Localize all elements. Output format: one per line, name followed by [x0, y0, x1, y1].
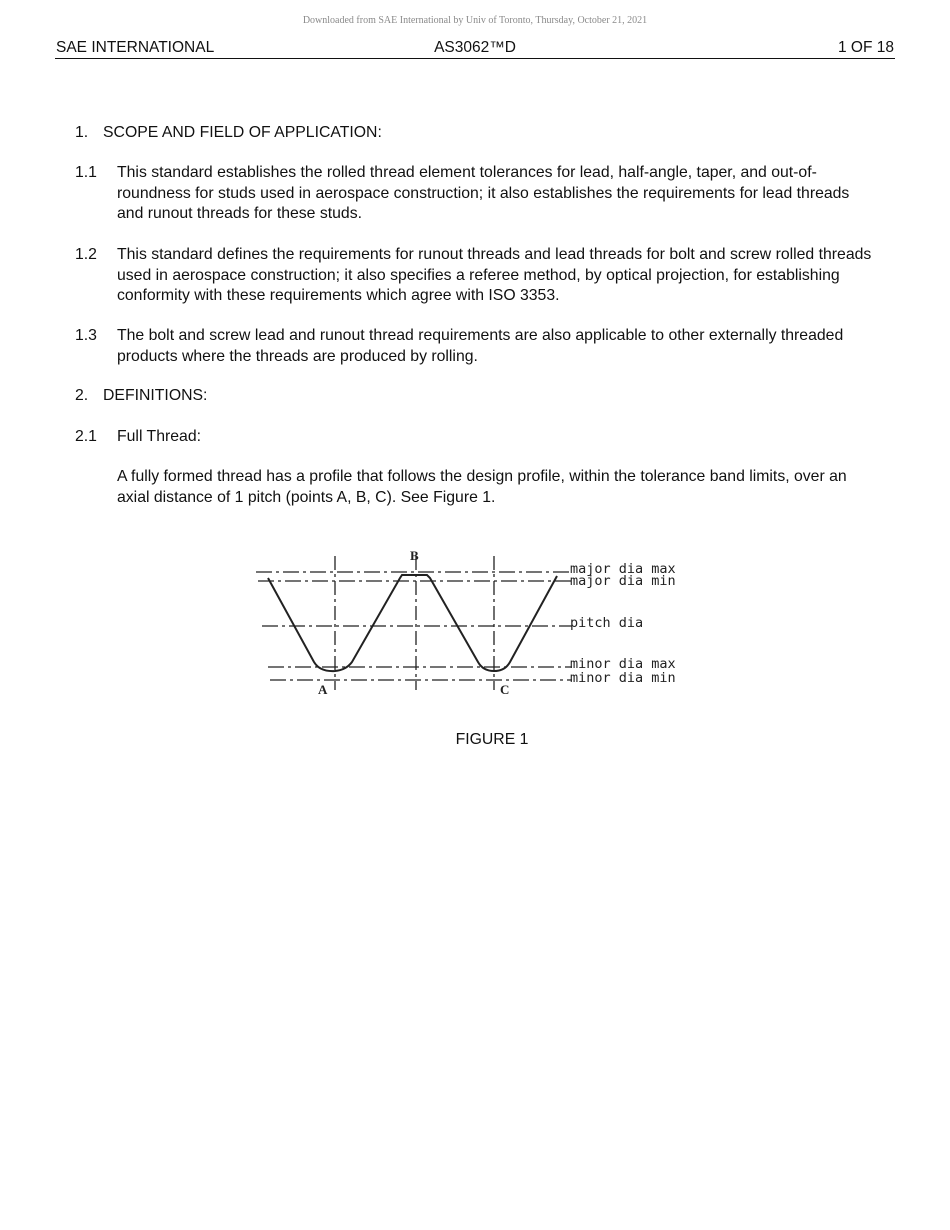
- major-dia-min-label: major dia min: [570, 573, 676, 589]
- section-title: SCOPE AND FIELD OF APPLICATION:: [103, 124, 382, 141]
- thread-profile-diagram: [250, 550, 710, 700]
- pitch-dia-label: pitch dia: [570, 615, 644, 631]
- paragraph-number: 1.1: [75, 164, 97, 181]
- paragraph-text: A fully formed thread has a profile that follows the design profile, within the tolerance band limits, over an axial distance of 1 pitch (points A, B, C). See Figure 1.: [117, 468, 847, 506]
- subsection-number: 2.1: [75, 428, 97, 445]
- download-note: Downloaded from SAE International by Univ of Toronto, Thursday, October 21, 2021: [302, 15, 648, 26]
- paragraph-text: This standard establishes the rolled thread element tolerances for lead, half-angle, taper, and out-of-roundness for studs used in aerospace construction; it also establishes the requirements for lead threads and runout threads for these studs.: [117, 164, 850, 222]
- minor-dia-min-label: minor dia min: [570, 670, 676, 686]
- paragraph-number: 1.3: [75, 327, 97, 344]
- header-doc-number: AS3062™D: [434, 39, 516, 56]
- section-number: 2.: [75, 387, 89, 404]
- paragraph-text: The bolt and screw lead and runout thread requirements are also applicable to other externally threaded products where the threads are produced by rolling.: [117, 327, 844, 365]
- paragraph-number: 1.2: [75, 246, 97, 263]
- point-b-label: B: [410, 550, 419, 563]
- minor-dia-max-label: minor dia max: [570, 656, 676, 672]
- thread-profile-curve: [268, 575, 557, 671]
- figure-caption: FIGURE 1: [455, 731, 529, 748]
- subsection-title: Full Thread:: [117, 428, 201, 445]
- section-number: 1.: [75, 124, 89, 141]
- page-header: [55, 38, 895, 59]
- header-org: SAE INTERNATIONAL: [56, 39, 215, 56]
- header-page-number: 1 OF 18: [838, 39, 894, 56]
- thread-profile-figure: [250, 550, 710, 700]
- point-c-label: C: [500, 682, 510, 697]
- major-dia-max-label: major dia max: [570, 561, 676, 577]
- paragraph-text: This standard defines the requirements for runout threads and lead threads for bolt and screw rolled threads used in aerospace construction; it also specifies a referee method, by optical projection, for establishing conformity with these requirements which agree with ISO 3353.: [117, 246, 872, 304]
- point-a-label: A: [318, 682, 328, 697]
- section-title: DEFINITIONS:: [103, 387, 208, 404]
